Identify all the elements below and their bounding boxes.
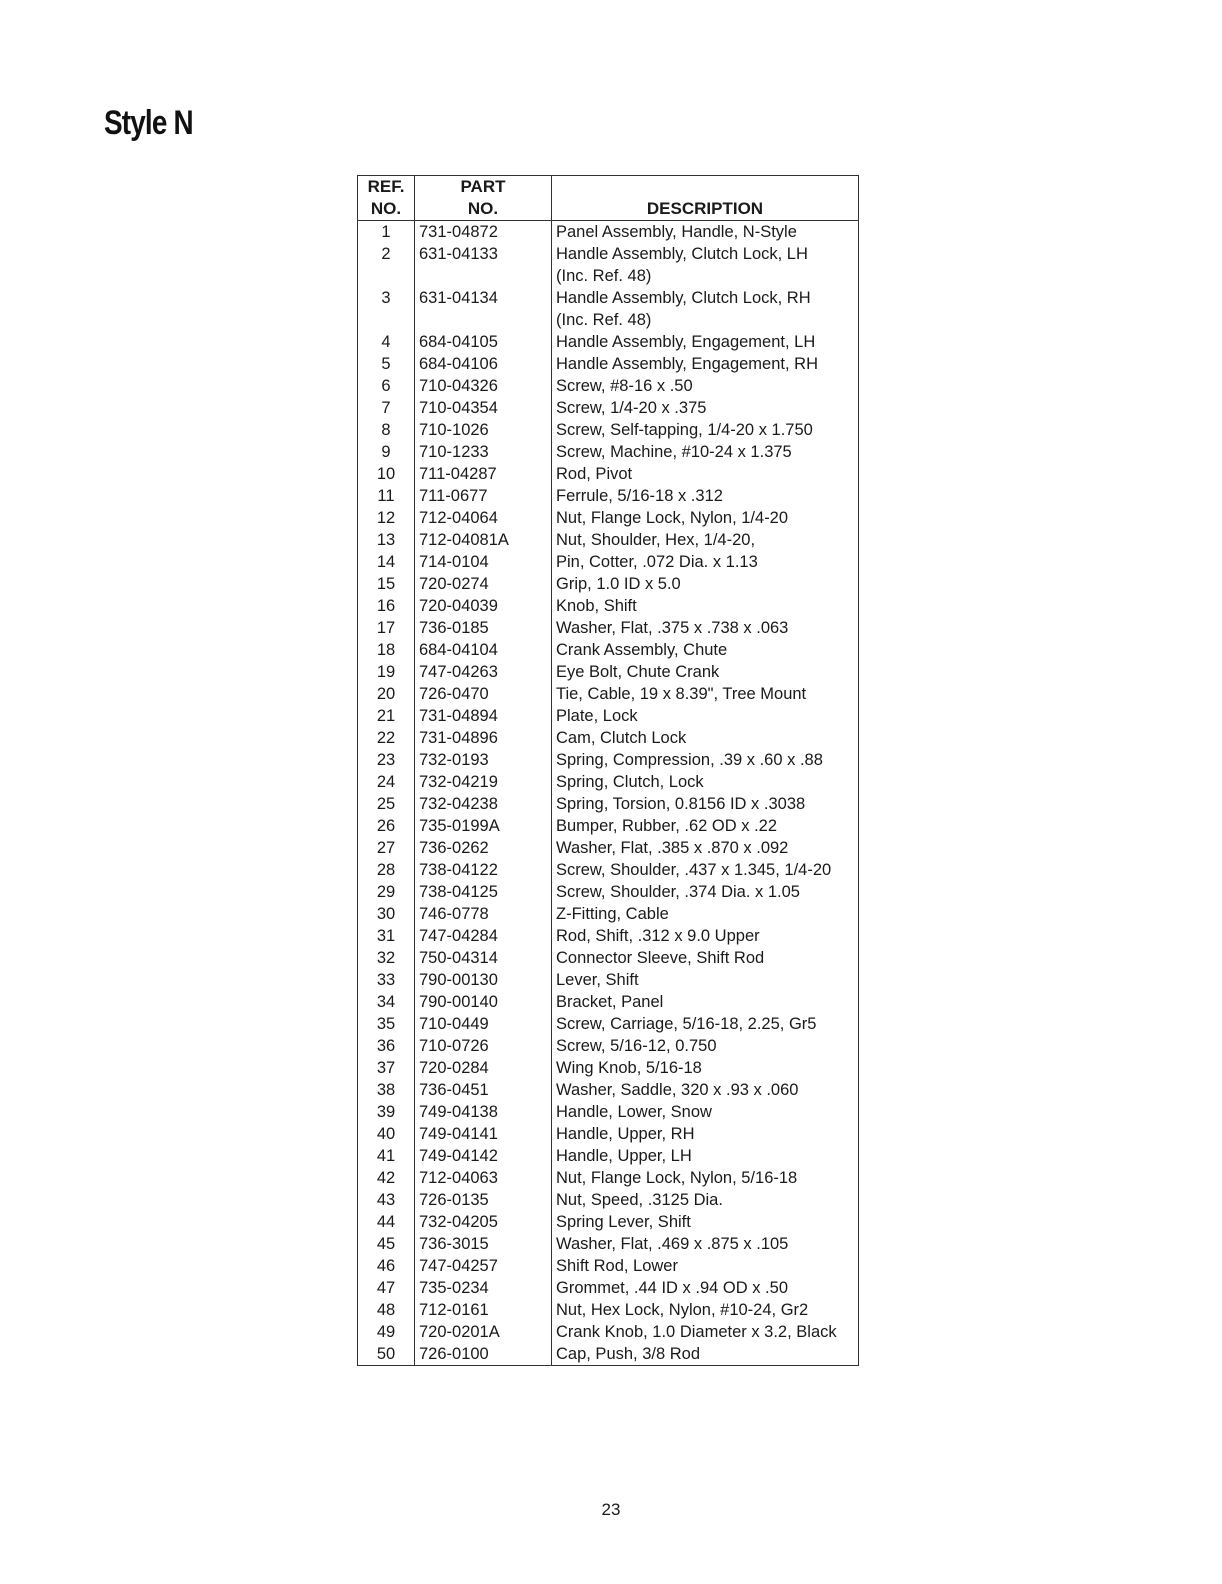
- description-line: Screw, Machine, #10-24 x 1.375: [556, 443, 792, 461]
- ref-no-cell: 11: [358, 485, 415, 507]
- description-line: Handle, Upper, LH: [556, 1147, 692, 1165]
- ref-no-cell: 40: [358, 1123, 415, 1145]
- description-line: Spring, Compression, .39 x .60 x .88: [556, 751, 823, 769]
- ref-no-cell: 45: [358, 1233, 415, 1255]
- ref-no-cell: 14: [358, 551, 415, 573]
- description-line: Spring, Clutch, Lock: [556, 773, 704, 791]
- ref-no-cell: 32: [358, 947, 415, 969]
- part-no-cell: 710-0449: [415, 1013, 552, 1035]
- description-line: Pin, Cotter, .072 Dia. x 1.13: [556, 553, 758, 571]
- table-row: [358, 1299, 859, 1321]
- ref-no-cell: 33: [358, 969, 415, 991]
- description-line: Nut, Hex Lock, Nylon, #10-24, Gr2: [556, 1301, 809, 1319]
- description-cell: [552, 1321, 859, 1343]
- description-cell: [552, 947, 859, 969]
- part-no-cell: 747-04263: [415, 661, 552, 683]
- table-row: [358, 705, 859, 727]
- ref-no-cell: 7: [358, 397, 415, 419]
- description-line: Bumper, Rubber, .62 OD x .22: [556, 817, 778, 835]
- table-row: [358, 551, 859, 573]
- part-no-cell: 749-04141: [415, 1123, 552, 1145]
- ref-no-cell: 39: [358, 1101, 415, 1123]
- description-line: Nut, Flange Lock, Nylon, 5/16-18: [556, 1169, 798, 1187]
- description-line: Crank Assembly, Chute: [556, 641, 728, 659]
- description-cell: [552, 375, 859, 397]
- part-no-cell: 747-04257: [415, 1255, 552, 1277]
- part-no-cell: 712-04063: [415, 1167, 552, 1189]
- header-ref-no: [358, 176, 415, 221]
- part-no-cell: 732-04205: [415, 1211, 552, 1233]
- description-line: Spring Lever, Shift: [556, 1213, 691, 1231]
- part-no-cell: 749-04142: [415, 1145, 552, 1167]
- description-line: Washer, Flat, .385 x .870 x .092: [556, 839, 789, 857]
- table-row: [358, 837, 859, 859]
- description-cell: [552, 287, 859, 331]
- description-cell: [552, 903, 859, 925]
- ref-no-cell: 29: [358, 881, 415, 903]
- part-no-cell: 684-04105: [415, 331, 552, 353]
- ref-no-cell: 47: [358, 1277, 415, 1299]
- description-line: Screw, 1/4-20 x .375: [556, 399, 707, 417]
- ref-no-cell: 48: [358, 1299, 415, 1321]
- part-no-cell: 720-04039: [415, 595, 552, 617]
- table-row: [358, 1101, 859, 1123]
- part-no-cell: 720-0201A: [415, 1321, 552, 1343]
- ref-no-cell: 6: [358, 375, 415, 397]
- description-line: Nut, Flange Lock, Nylon, 1/4-20: [556, 509, 789, 527]
- table-row: [358, 661, 859, 683]
- description-line: Connector Sleeve, Shift Rod: [556, 949, 765, 967]
- description-line: Handle, Upper, RH: [556, 1125, 695, 1143]
- part-no-cell: 710-0726: [415, 1035, 552, 1057]
- part-no-cell: 790-00140: [415, 991, 552, 1013]
- description-cell: [552, 441, 859, 463]
- description-cell: [552, 683, 859, 705]
- ref-no-cell: 17: [358, 617, 415, 639]
- table-row: [358, 969, 859, 991]
- ref-no-cell: 8: [358, 419, 415, 441]
- description-line: Ferrule, 5/16-18 x .312: [556, 487, 723, 505]
- page-title: Style N: [104, 104, 193, 142]
- description-cell: [552, 353, 859, 375]
- description-cell: [552, 859, 859, 881]
- description-cell: [552, 331, 859, 353]
- description-line: Z-Fitting, Cable: [556, 905, 669, 923]
- ref-no-cell: 50: [358, 1343, 415, 1366]
- table-row: [358, 749, 859, 771]
- description-line: Cap, Push, 3/8 Rod: [556, 1345, 701, 1363]
- table-row: [358, 397, 859, 419]
- table-row: [358, 1189, 859, 1211]
- table-row: [358, 815, 859, 837]
- part-no-cell: 710-04326: [415, 375, 552, 397]
- part-no-cell: 731-04894: [415, 705, 552, 727]
- ref-no-cell: 13: [358, 529, 415, 551]
- part-no-cell: 731-04896: [415, 727, 552, 749]
- table-row: [358, 859, 859, 881]
- ref-no-cell: 26: [358, 815, 415, 837]
- description-cell: [552, 1035, 859, 1057]
- table-row: [358, 727, 859, 749]
- table-row: [358, 991, 859, 1013]
- part-no-cell: 712-04064: [415, 507, 552, 529]
- part-no-cell: 732-0193: [415, 749, 552, 771]
- part-no-cell: 736-0451: [415, 1079, 552, 1101]
- table-row: [358, 287, 859, 331]
- ref-no-cell: 38: [358, 1079, 415, 1101]
- description-line: Handle Assembly, Clutch Lock, RH: [556, 289, 811, 307]
- ref-no-cell: 19: [358, 661, 415, 683]
- part-no-cell: 684-04106: [415, 353, 552, 375]
- description-cell: [552, 793, 859, 815]
- ref-no-cell: 24: [358, 771, 415, 793]
- description-cell: [552, 243, 859, 287]
- description-cell: [552, 485, 859, 507]
- description-cell: [552, 705, 859, 727]
- table-row: [358, 881, 859, 903]
- ref-no-cell: 18: [358, 639, 415, 661]
- description-cell: [552, 815, 859, 837]
- description-line: Rod, Pivot: [556, 465, 633, 483]
- description-cell: [552, 771, 859, 793]
- description-line: Lever, Shift: [556, 971, 639, 989]
- header-part-line2: NO.: [467, 199, 499, 218]
- ref-no-cell: 49: [358, 1321, 415, 1343]
- description-cell: [552, 1145, 859, 1167]
- description-line: Tie, Cable, 19 x 8.39", Tree Mount: [556, 685, 807, 703]
- description-cell: [552, 969, 859, 991]
- description-line: Nut, Shoulder, Hex, 1/4-20,: [556, 531, 756, 549]
- ref-no-cell: 30: [358, 903, 415, 925]
- part-no-cell: 749-04138: [415, 1101, 552, 1123]
- ref-no-cell: 36: [358, 1035, 415, 1057]
- description-line: Screw, 5/16-12, 0.750: [556, 1037, 717, 1055]
- ref-no-cell: 43: [358, 1189, 415, 1211]
- description-line: Bracket, Panel: [556, 993, 664, 1011]
- header-part-line1: PART: [460, 177, 506, 196]
- description-cell: [552, 1123, 859, 1145]
- description-line: Panel Assembly, Handle, N-Style: [556, 223, 797, 241]
- table-row: [358, 419, 859, 441]
- ref-no-cell: 25: [358, 793, 415, 815]
- part-no-cell: 747-04284: [415, 925, 552, 947]
- parts-table: [357, 175, 859, 1366]
- table-row: [358, 793, 859, 815]
- table-row: [358, 221, 859, 244]
- description-line: Washer, Flat, .375 x .738 x .063: [556, 619, 789, 637]
- part-no-cell: 736-3015: [415, 1233, 552, 1255]
- ref-no-cell: 42: [358, 1167, 415, 1189]
- description-line: Screw, Shoulder, .437 x 1.345, 1/4-20: [556, 861, 832, 879]
- description-cell: [552, 925, 859, 947]
- table-row: [358, 1277, 859, 1299]
- description-line: Screw, Self-tapping, 1/4-20 x 1.750: [556, 421, 813, 439]
- header-ref-line1: REF.: [367, 177, 405, 196]
- ref-no-cell: 3: [358, 287, 415, 331]
- ref-no-cell: 37: [358, 1057, 415, 1079]
- table-row: [358, 1343, 859, 1366]
- description-line: Handle Assembly, Engagement, LH: [556, 333, 816, 351]
- description-line: Washer, Flat, .469 x .875 x .105: [556, 1235, 789, 1253]
- description-line: Shift Rod, Lower: [556, 1257, 678, 1275]
- description-line: Crank Knob, 1.0 Diameter x 3.2, Black: [556, 1323, 837, 1341]
- part-no-cell: 631-04134: [415, 287, 552, 331]
- part-no-cell: 711-04287: [415, 463, 552, 485]
- description-line: Handle Assembly, Clutch Lock, LH: [556, 245, 808, 263]
- description-cell: [552, 1255, 859, 1277]
- description-cell: [552, 1057, 859, 1079]
- description-line: Grip, 1.0 ID x 5.0: [556, 575, 681, 593]
- table-row: [358, 1167, 859, 1189]
- table-row: [358, 1079, 859, 1101]
- table-row: [358, 617, 859, 639]
- description-cell: [552, 1189, 859, 1211]
- ref-no-cell: 10: [358, 463, 415, 485]
- description-line: (Inc. Ref. 48): [556, 311, 652, 329]
- part-no-cell: 746-0778: [415, 903, 552, 925]
- table-row: [358, 639, 859, 661]
- ref-no-cell: 41: [358, 1145, 415, 1167]
- description-line: Plate, Lock: [556, 707, 638, 725]
- table-row: [358, 1211, 859, 1233]
- table-row: [358, 903, 859, 925]
- part-no-cell: 710-1026: [415, 419, 552, 441]
- parts-table-body: [358, 221, 859, 1366]
- ref-no-cell: 9: [358, 441, 415, 463]
- table-row: [358, 683, 859, 705]
- part-no-cell: 732-04219: [415, 771, 552, 793]
- description-line: Grommet, .44 ID x .94 OD x .50: [556, 1279, 788, 1297]
- description-line: Eye Bolt, Chute Crank: [556, 663, 720, 681]
- table-row: [358, 1057, 859, 1079]
- table-row: [358, 1145, 859, 1167]
- page-number: 23: [601, 1500, 621, 1519]
- description-cell: [552, 573, 859, 595]
- ref-no-cell: 46: [358, 1255, 415, 1277]
- part-no-cell: 726-0135: [415, 1189, 552, 1211]
- description-line: Washer, Saddle, 320 x .93 x .060: [556, 1081, 799, 1099]
- table-header-row: [358, 176, 859, 221]
- ref-no-cell: 5: [358, 353, 415, 375]
- table-row: [358, 573, 859, 595]
- ref-no-cell: 15: [358, 573, 415, 595]
- description-cell: [552, 1277, 859, 1299]
- description-cell: [552, 463, 859, 485]
- description-line: Spring, Torsion, 0.8156 ID x .3038: [556, 795, 806, 813]
- description-cell: [552, 727, 859, 749]
- part-no-cell: 720-0284: [415, 1057, 552, 1079]
- ref-no-cell: 1: [358, 221, 415, 244]
- ref-no-cell: 28: [358, 859, 415, 881]
- description-line: (Inc. Ref. 48): [556, 267, 652, 285]
- table-row: [358, 1035, 859, 1057]
- description-line: Screw, #8-16 x .50: [556, 377, 693, 395]
- part-no-cell: 738-04125: [415, 881, 552, 903]
- header-description: DESCRIPTION: [552, 176, 859, 221]
- table-row: [358, 463, 859, 485]
- description-cell: [552, 1211, 859, 1233]
- description-cell: [552, 1101, 859, 1123]
- table-row: [358, 375, 859, 397]
- description-cell: [552, 1013, 859, 1035]
- part-no-cell: 790-00130: [415, 969, 552, 991]
- part-no-cell: 714-0104: [415, 551, 552, 573]
- description-cell: [552, 749, 859, 771]
- part-no-cell: 710-04354: [415, 397, 552, 419]
- part-no-cell: 732-04238: [415, 793, 552, 815]
- description-cell: [552, 1167, 859, 1189]
- part-no-cell: 738-04122: [415, 859, 552, 881]
- ref-no-cell: 16: [358, 595, 415, 617]
- table-row: [358, 771, 859, 793]
- part-no-cell: 720-0274: [415, 573, 552, 595]
- description-line: Nut, Speed, .3125 Dia.: [556, 1191, 723, 1209]
- description-line: Screw, Carriage, 5/16-18, 2.25, Gr5: [556, 1015, 817, 1033]
- table-row: [358, 331, 859, 353]
- part-no-cell: 712-0161: [415, 1299, 552, 1321]
- ref-no-cell: 4: [358, 331, 415, 353]
- description-cell: [552, 881, 859, 903]
- description-cell: [552, 1079, 859, 1101]
- table-row: [358, 1123, 859, 1145]
- header-part-no: [415, 176, 552, 221]
- table-row: [358, 1255, 859, 1277]
- description-line: Screw, Shoulder, .374 Dia. x 1.05: [556, 883, 800, 901]
- part-no-cell: 735-0199A: [415, 815, 552, 837]
- part-no-cell: 750-04314: [415, 947, 552, 969]
- part-no-cell: 736-0262: [415, 837, 552, 859]
- part-no-cell: 710-1233: [415, 441, 552, 463]
- part-no-cell: 711-0677: [415, 485, 552, 507]
- table-row: [358, 243, 859, 287]
- ref-no-cell: 23: [358, 749, 415, 771]
- part-no-cell: 726-0470: [415, 683, 552, 705]
- description-cell: [552, 529, 859, 551]
- description-cell: [552, 639, 859, 661]
- description-line: Handle, Lower, Snow: [556, 1103, 712, 1121]
- description-cell: [552, 1299, 859, 1321]
- part-no-cell: 726-0100: [415, 1343, 552, 1366]
- description-line: Cam, Clutch Lock: [556, 729, 687, 747]
- description-cell: [552, 661, 859, 683]
- table-row: [358, 1013, 859, 1035]
- description-cell: [552, 1343, 859, 1366]
- description-cell: [552, 221, 859, 244]
- description-cell: [552, 617, 859, 639]
- ref-no-cell: 35: [358, 1013, 415, 1035]
- table-row: [358, 441, 859, 463]
- description-line: Knob, Shift: [556, 597, 637, 615]
- part-no-cell: 735-0234: [415, 1277, 552, 1299]
- table-row: [358, 353, 859, 375]
- description-cell: [552, 991, 859, 1013]
- ref-no-cell: 44: [358, 1211, 415, 1233]
- ref-no-cell: 34: [358, 991, 415, 1013]
- part-no-cell: 731-04872: [415, 221, 552, 244]
- table-row: [358, 507, 859, 529]
- table-row: [358, 925, 859, 947]
- description-cell: [552, 551, 859, 573]
- table-row: [358, 1321, 859, 1343]
- description-cell: [552, 1233, 859, 1255]
- part-no-cell: 631-04133: [415, 243, 552, 287]
- table-row: [358, 595, 859, 617]
- description-line: Handle Assembly, Engagement, RH: [556, 355, 818, 373]
- ref-no-cell: 22: [358, 727, 415, 749]
- description-cell: [552, 507, 859, 529]
- header-ref-line2: NO.: [370, 199, 402, 218]
- description-line: Rod, Shift, .312 x 9.0 Upper: [556, 927, 760, 945]
- description-cell: [552, 837, 859, 859]
- part-no-cell: 736-0185: [415, 617, 552, 639]
- table-row: [358, 485, 859, 507]
- ref-no-cell: 31: [358, 925, 415, 947]
- table-row: [358, 1233, 859, 1255]
- part-no-cell: 684-04104: [415, 639, 552, 661]
- table-row: [358, 529, 859, 551]
- description-line: Wing Knob, 5/16-18: [556, 1059, 702, 1077]
- ref-no-cell: 12: [358, 507, 415, 529]
- ref-no-cell: 27: [358, 837, 415, 859]
- ref-no-cell: 2: [358, 243, 415, 287]
- ref-no-cell: 21: [358, 705, 415, 727]
- description-cell: [552, 419, 859, 441]
- table-row: [358, 947, 859, 969]
- ref-no-cell: 20: [358, 683, 415, 705]
- part-no-cell: 712-04081A: [415, 529, 552, 551]
- description-cell: [552, 397, 859, 419]
- description-cell: [552, 595, 859, 617]
